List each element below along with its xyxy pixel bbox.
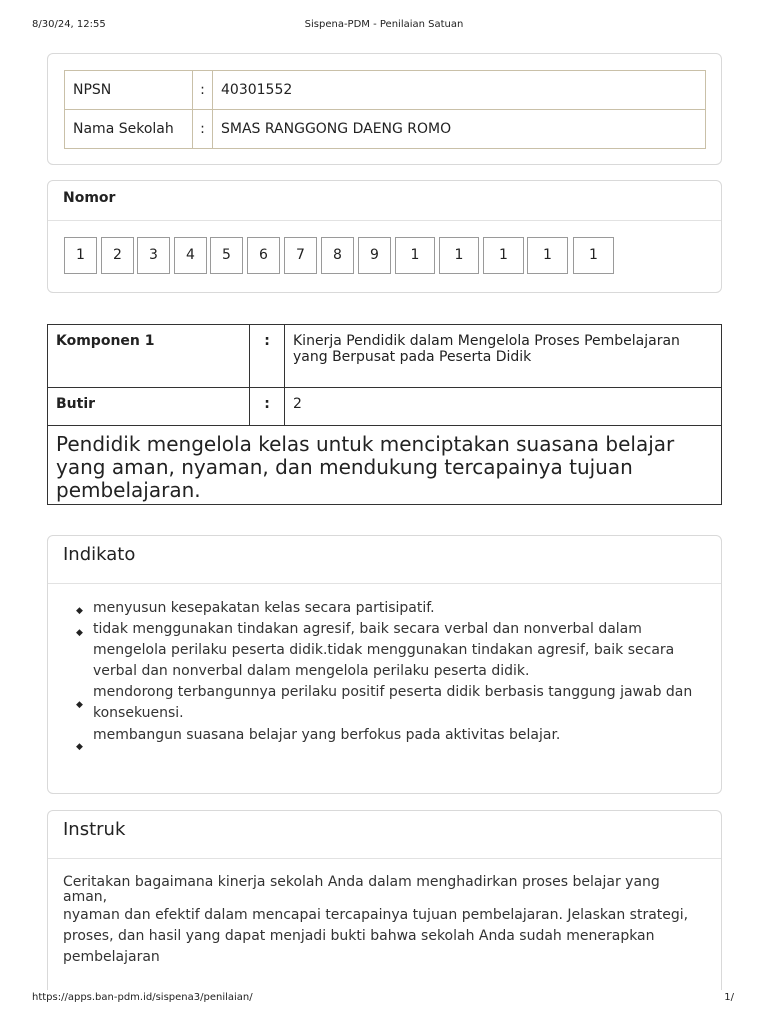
question-number-button[interactable]: 8 — [321, 237, 354, 274]
question-number-button[interactable]: 2 — [101, 237, 134, 274]
school-info-card — [47, 53, 722, 165]
npsn-value: 40301552 — [213, 71, 706, 110]
list-item — [48, 619, 723, 682]
separator: : — [250, 325, 285, 388]
instruksi-title: Instruk — [48, 811, 721, 859]
question-number-button[interactable]: 5 — [210, 237, 243, 274]
question-number-button[interactable]: 1 — [395, 237, 435, 274]
component-table — [47, 324, 722, 505]
print-datetime: 8/30/24, 12:55 — [32, 19, 106, 30]
question-number-button[interactable]: 7 — [284, 237, 317, 274]
table-row — [65, 71, 706, 110]
print-header — [0, 19, 768, 33]
indikator-text: menyusun kesepakatan kelas secara partisipatif. — [93, 600, 435, 616]
page-number: 1/ — [724, 992, 734, 1003]
instruksi-text — [63, 875, 703, 965]
indikator-list — [48, 598, 723, 746]
school-name-label: Nama Sekolah — [65, 110, 193, 149]
question-number-button[interactable]: 1 — [64, 237, 97, 274]
question-number-button[interactable]: 1 — [439, 237, 479, 274]
npsn-label: NPSN — [65, 71, 193, 110]
indikator-text: tidak menggunakan tindakan agresif, baik secara verbal dan nonverbal dalam mengelola perilaku peserta didik.tidak menggunakan tindakan agresif, baik secara verbal dan nonverbal dalam mengelola perilaku peserta didik. — [93, 621, 675, 679]
print-page-title: Sispena-PDM - Penilaian Satuan — [304, 19, 464, 30]
table-row — [48, 426, 722, 505]
question-number-button[interactable]: 4 — [174, 237, 207, 274]
nomor-title: Nomor — [48, 181, 721, 221]
table-row — [65, 110, 706, 149]
indikator-text: membangun suasana belajar yang berfokus pada aktivitas belajar. — [93, 727, 561, 743]
indikator-text: mendorong terbangunnya perilaku positif peserta didik berbasis tanggung jawab dan konsekuensi. — [93, 684, 693, 721]
indikator-title: Indikato — [48, 536, 721, 584]
component-value: Kinerja Pendidik dalam Mengelola Proses Pembelajaran yang Berpusat pada Peserta Didik — [285, 325, 722, 388]
separator: : — [193, 71, 213, 110]
question-number-button[interactable]: 9 — [358, 237, 391, 274]
question-number-button[interactable]: 6 — [247, 237, 280, 274]
question-number-button[interactable]: 1 — [573, 237, 614, 274]
indikator-card — [47, 535, 722, 794]
nomor-card — [47, 180, 722, 293]
butir-statement: Pendidik mengelola kelas untuk menciptakan suasana belajar yang aman, nyaman, dan mendukung tercapainya tujuan pembelajaran. — [48, 426, 722, 505]
component-label: Komponen 1 — [48, 325, 250, 388]
instruksi-line: Ceritakan bagaimana kinerja sekolah Anda dalam menghadirkan proses belajar yang aman, — [63, 875, 660, 905]
question-number-button[interactable]: 3 — [137, 237, 170, 274]
bullet-icon: ◆ — [76, 742, 83, 752]
school-name-value: SMAS RANGGONG DAENG ROMO — [213, 110, 706, 149]
instruksi-card — [47, 810, 722, 990]
list-item — [48, 598, 723, 619]
instruksi-line: nyaman dan efektif dalam mencapai tercapainya tujuan pembelajaran. Jelaskan strategi, proses, dan hasil yang dapat menjadi bukti bahwa sekolah Anda sudah menerapkan pembelajaran — [63, 907, 689, 965]
table-row — [48, 388, 722, 426]
butir-value: 2 — [285, 388, 722, 426]
school-info-table — [64, 70, 706, 149]
separator: : — [250, 388, 285, 426]
separator: : — [193, 110, 213, 149]
butir-label: Butir — [48, 388, 250, 426]
bullet-icon: ◆ — [76, 628, 83, 638]
question-number-button[interactable]: 1 — [483, 237, 524, 274]
list-item — [48, 725, 723, 746]
bullet-icon: ◆ — [76, 700, 83, 710]
question-number-button[interactable]: 1 — [527, 237, 568, 274]
table-row — [48, 325, 722, 388]
bullet-icon: ◆ — [76, 606, 83, 616]
page-url: https://apps.ban-pdm.id/sispena3/penilaian/ — [32, 992, 253, 1003]
list-item — [48, 682, 723, 724]
